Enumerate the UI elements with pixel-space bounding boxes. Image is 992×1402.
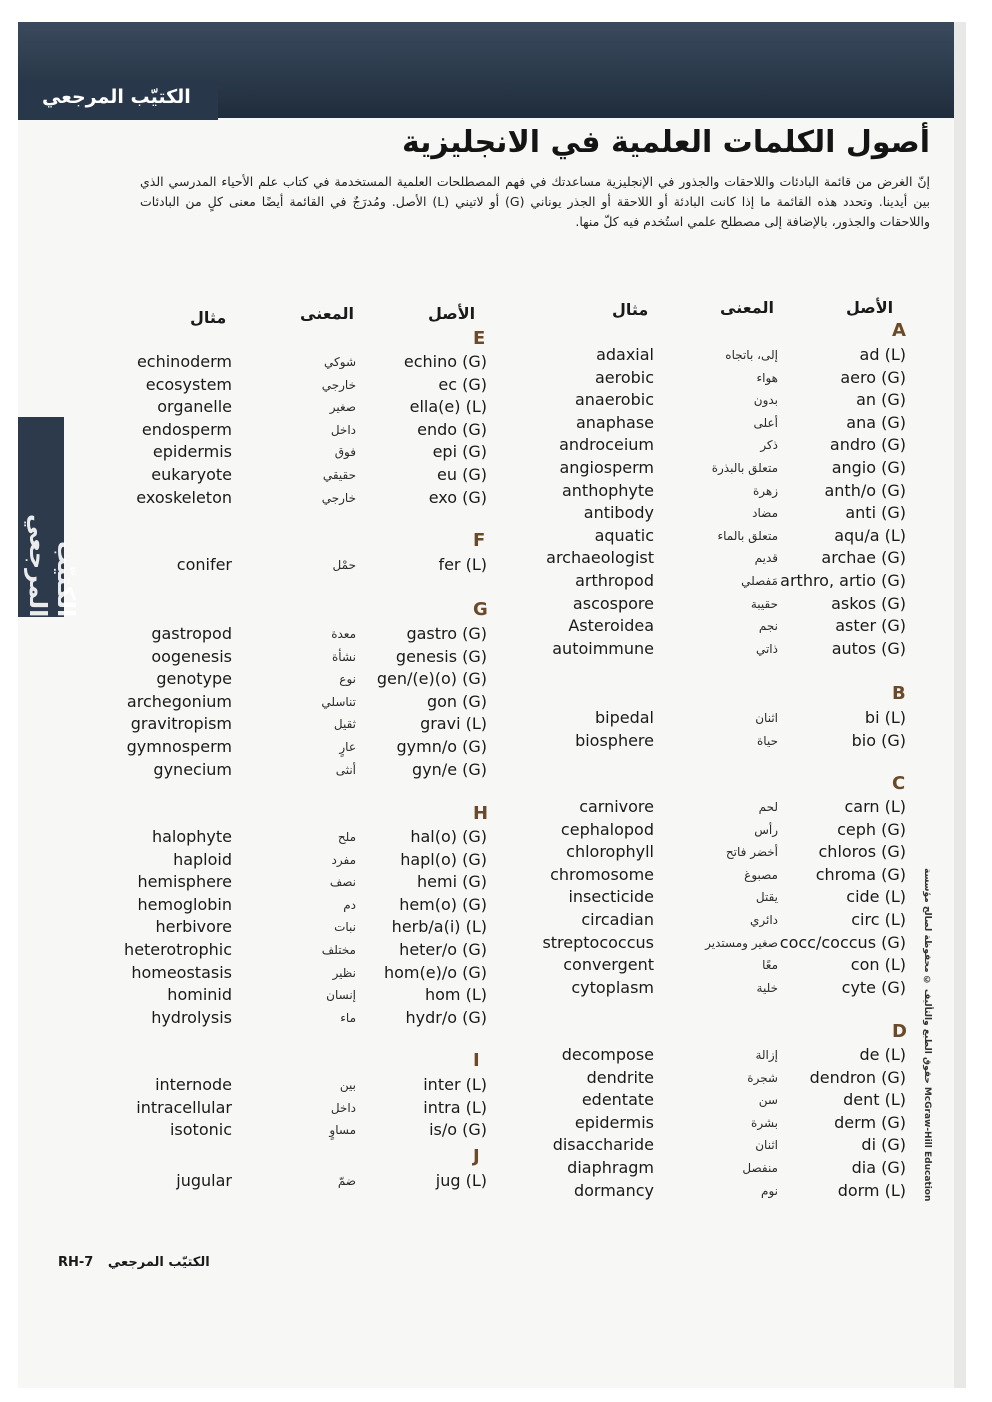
entry-example: chromosome: [550, 864, 654, 884]
footer-label: الكتيّب المرجعي: [107, 1255, 210, 1270]
entry-meaning: بين: [339, 1078, 356, 1092]
section-letter: B: [892, 683, 906, 704]
entry-root: ec (G): [438, 374, 487, 394]
side-tab-label: الكتيّب المرجعي: [24, 513, 80, 617]
entry-root: gastro (G): [406, 624, 487, 643]
entry-meaning: ذاتي: [755, 641, 778, 656]
entry-example: organelle: [157, 397, 232, 417]
header-example-left: مثال: [190, 308, 227, 327]
section-letter: D: [892, 1021, 907, 1042]
entry-meaning: نوع: [339, 672, 356, 687]
entry-example: adaxial: [596, 345, 654, 364]
entry-example: ecosystem: [145, 374, 232, 394]
entry-meaning: متعلق بالبذرة: [711, 461, 778, 475]
entry-meaning: شوكي: [324, 355, 356, 369]
entry-root: hapl(o) (G): [400, 849, 487, 869]
entry-meaning: لحم: [758, 800, 778, 814]
entry-example: disaccharide: [552, 1135, 654, 1155]
entry-meaning: تناسلي: [321, 694, 356, 709]
entry-example: epidermis: [574, 1112, 654, 1132]
header-meaning-right: المعنى: [720, 298, 774, 317]
entry-root: echino (G): [403, 352, 487, 371]
entry-meaning: نصف: [329, 875, 356, 890]
entry-root: hem(o) (G): [399, 894, 487, 914]
entry-example: halophyte: [151, 827, 232, 846]
entry-meaning: صغير: [329, 400, 356, 415]
entry-root: carn (L): [844, 797, 906, 816]
entry-root: autos (G): [831, 638, 906, 658]
entry-meaning: أنثى: [335, 762, 356, 777]
entry-meaning: اثنان: [755, 1138, 778, 1153]
entry-root: bio (G): [851, 730, 906, 750]
entry-example: bipedal: [594, 708, 654, 727]
entry-root: derm (G): [834, 1112, 906, 1132]
entry-meaning: فوق: [334, 445, 356, 460]
entry-root: inter (L): [423, 1075, 487, 1094]
entry-root: ella(e) (L): [409, 397, 487, 417]
entry-root: fer (L): [438, 555, 487, 574]
page-edge: [954, 22, 966, 1388]
entry-meaning: اثنان: [755, 711, 778, 725]
entry-root: anth/o (G): [824, 480, 906, 500]
entry-example: homeostasis: [131, 962, 232, 982]
entry-root: angio (G): [831, 458, 906, 477]
entry-meaning: حقيبة: [750, 596, 778, 611]
entry-root: cocc/coccus (G): [779, 932, 906, 952]
entry-example: gravitropism: [130, 714, 232, 734]
entry-root: de (L): [859, 1045, 906, 1064]
banner-label-box: [18, 80, 218, 120]
entry-root: jug (L): [435, 1171, 487, 1190]
entry-meaning: يقتل: [755, 890, 778, 905]
entry-meaning: أعلى: [753, 415, 778, 430]
entry-example: decompose: [561, 1045, 654, 1064]
entry-root: dendron (G): [809, 1067, 906, 1087]
entry-meaning: صغير ومستدير: [705, 935, 778, 950]
section-letter: A: [892, 320, 906, 341]
entry-meaning: مفرد: [331, 852, 356, 867]
entry-example: genotype: [156, 669, 232, 689]
entry-example: angiosperm: [559, 458, 654, 477]
entry-example: androceium: [559, 435, 654, 455]
entry-root: eu (G): [437, 465, 487, 484]
entry-example: haploid: [173, 849, 232, 869]
entry-root: cide (L): [846, 887, 906, 907]
header-origin-left: الأصل: [428, 304, 476, 323]
entry-example: anaphase: [575, 412, 654, 432]
entry-root: gyn/e (G): [412, 759, 487, 779]
entry-root: archae (G): [821, 548, 906, 568]
entry-example: jugular: [176, 1171, 232, 1190]
entry-example: diaphragm: [567, 1158, 654, 1177]
entry-root: is/o (G): [429, 1120, 487, 1140]
entry-example: gynecium: [153, 759, 232, 779]
entry-example: intracellular: [136, 1097, 232, 1117]
section-letter: F: [473, 530, 486, 551]
entry-meaning: ملح: [337, 830, 356, 844]
entry-example: circadian: [581, 910, 654, 929]
entry-meaning: ذكر: [760, 438, 778, 453]
entry-meaning: بشرة: [751, 1115, 778, 1130]
entry-root: genesis (G): [395, 646, 487, 666]
entry-meaning: مَفصلي: [741, 574, 778, 588]
entry-example: eukaryote: [151, 465, 232, 484]
section-letter: H: [473, 803, 489, 824]
entry-meaning: زهرة: [752, 483, 778, 498]
entry-root: an (G): [856, 390, 906, 410]
entry-meaning: ماء: [340, 1010, 356, 1025]
entry-meaning: داخل: [330, 422, 356, 437]
entry-root: exo (G): [428, 487, 487, 507]
entry-example: hemisphere: [137, 872, 232, 892]
entry-meaning: مصبوغ: [744, 867, 778, 882]
entry-example: herbivore: [155, 917, 232, 937]
entry-root: herb/a(i) (L): [391, 917, 487, 937]
entry-root: chloros (G): [818, 842, 906, 862]
entry-root: chroma (G): [815, 864, 906, 884]
entry-root: anti (G): [845, 503, 906, 523]
entry-example: hydrolysis: [151, 1007, 232, 1027]
entry-meaning: حقيقي: [322, 468, 356, 482]
entry-root: heter/o (G): [399, 940, 487, 959]
entry-root: gen/(e)(o) (G): [376, 669, 487, 689]
entry-example: aquatic: [594, 525, 654, 545]
entry-meaning: حياة: [757, 733, 778, 748]
entry-example: chlorophyll: [566, 842, 654, 862]
entry-root: andro (G): [829, 435, 906, 455]
header-example-right: مثال: [612, 300, 649, 319]
entry-root: ana (G): [846, 412, 906, 432]
entry-root: arthro, artio (G): [780, 571, 906, 590]
entry-meaning: مساوٍ: [329, 1123, 356, 1138]
section-letter: C: [892, 773, 906, 794]
entry-meaning: رأس: [754, 822, 778, 837]
entry-example: carnivore: [579, 797, 654, 816]
entry-meaning: إلى، باتجاه: [725, 348, 778, 362]
entry-example: dendrite: [586, 1067, 654, 1087]
entry-meaning: نبات: [334, 920, 356, 935]
entry-root: epi (G): [432, 442, 487, 462]
entry-example: autoimmune: [552, 638, 654, 658]
entry-meaning: خارجي: [321, 377, 356, 392]
entry-meaning: معًا: [762, 958, 778, 973]
entry-example: Asteroidea: [568, 616, 654, 636]
entry-example: endosperm: [141, 419, 232, 439]
entry-example: streptococcus: [542, 932, 654, 952]
entry-root: con (L): [850, 955, 906, 975]
entry-meaning: نشأة: [332, 649, 356, 664]
entry-example: epidermis: [152, 442, 232, 462]
entry-example: heterotrophic: [124, 940, 232, 959]
entry-meaning: بدون: [753, 393, 778, 408]
entry-root: aero (G): [840, 367, 906, 387]
entry-example: aerobic: [594, 367, 654, 387]
entry-root: gravi (L): [420, 714, 487, 734]
entry-root: dorm (L): [837, 1180, 906, 1200]
entry-example: cephalopod: [560, 819, 654, 839]
entry-meaning: قديم: [754, 551, 778, 566]
entry-meaning: نجم: [758, 619, 778, 634]
entry-meaning: شجرة: [747, 1070, 778, 1085]
entry-meaning: ضمّ: [337, 1174, 356, 1188]
entry-meaning: خلية: [756, 980, 778, 995]
entry-meaning: دائري: [749, 913, 778, 927]
section-letter: J: [473, 1146, 480, 1167]
entry-root: bi (L): [864, 708, 906, 727]
entry-example: convergent: [563, 955, 654, 975]
entry-example: anthophyte: [561, 480, 654, 500]
entry-meaning: سن: [758, 1093, 778, 1108]
section-letter: G: [473, 599, 488, 620]
entry-example: conifer: [176, 555, 232, 574]
entry-meaning: ثقيل: [333, 717, 356, 732]
entry-root: dia (G): [851, 1158, 906, 1177]
header-meaning-left: المعنى: [300, 304, 354, 323]
entry-root: hal(o) (G): [410, 827, 487, 846]
banner-label: الكتيّب المرجعي: [42, 86, 191, 108]
page-number: RH-7: [58, 1255, 94, 1270]
page-title: أصول الكلمات العلمية في الانجليزية: [401, 125, 930, 160]
entry-example: insecticide: [568, 887, 654, 907]
entry-root: hydr/o (G): [405, 1007, 487, 1027]
entry-example: oogenesis: [151, 646, 232, 666]
entry-example: gastropod: [151, 624, 232, 643]
entry-meaning: حمْل: [332, 558, 356, 572]
entry-meaning: إزالة: [755, 1048, 778, 1062]
header-origin-right: الأصل: [846, 298, 894, 317]
entry-root: askos (G): [831, 593, 906, 613]
entry-example: cytoplasm: [571, 977, 654, 997]
entry-example: archegonium: [126, 691, 232, 711]
entry-root: hemi (G): [417, 872, 487, 892]
entry-root: di (G): [861, 1135, 906, 1155]
entry-example: exoskeleton: [136, 487, 232, 507]
entry-root: gymn/o (G): [396, 737, 487, 756]
entry-example: anaerobic: [574, 390, 654, 410]
entry-meaning: هواء: [756, 370, 778, 385]
section-letter: I: [473, 1050, 480, 1071]
entry-example: hemoglobin: [137, 894, 232, 914]
entry-root: gon (G): [426, 691, 487, 711]
entry-example: archaeologist: [546, 548, 654, 568]
entry-meaning: داخل: [330, 1100, 356, 1115]
entry-root: hom(e)/o (G): [384, 962, 487, 982]
entry-example: arthropod: [575, 571, 654, 590]
entry-meaning: معدة: [331, 627, 356, 641]
entry-root: aqu/a (L): [834, 525, 906, 545]
entry-meaning: دم: [343, 897, 356, 912]
entry-meaning: عارٍ: [339, 740, 356, 754]
entry-example: echinoderm: [136, 352, 232, 371]
entry-root: ceph (G): [837, 819, 906, 839]
entry-example: ascospore: [572, 593, 654, 613]
entry-example: dormancy: [573, 1180, 654, 1200]
entry-example: edentate: [581, 1090, 654, 1110]
intro-paragraph: إنّ الغرض من قائمة البادئات واللاحقات والجذور في الإنجليزية مساعدتك في فهم المصطلحات العلمية المستخدمة في كتاب علم الأحياء المدرسي الذي بين أيدينا. وتحدد هذه القائمة ما إذا كانت البادئة أو اللاحقة أو الجذر يوناني (G) أو لاتيني (L) الأصل. ومُدرَجٌ في القائمة أيضًا معنى كلٍ من البادئات واللاحقات والجذور، بالإضافة إلى مصطلح علمي استُخدم فيه كلّ منها.: [140, 174, 930, 229]
entry-root: endo (G): [417, 419, 487, 439]
entry-example: isotonic: [169, 1120, 232, 1140]
entry-root: hom (L): [425, 985, 487, 1005]
entry-meaning: متعلق بالماء: [717, 528, 778, 543]
section-letter: E: [473, 328, 486, 349]
entry-meaning: مضاد: [752, 506, 778, 521]
entry-root: dent (L): [843, 1090, 906, 1110]
entry-root: cyte (G): [841, 977, 906, 997]
entry-example: internode: [155, 1075, 232, 1094]
footer: [58, 1255, 210, 1270]
entry-meaning: مختلف: [321, 943, 356, 957]
side-copyright: حقوق الطبع والتأليف © محفوظة لصالح مؤسسة McGraw-Hill Education: [922, 868, 932, 1202]
entry-example: hominid: [167, 985, 232, 1005]
entry-meaning: منفصل: [742, 1161, 778, 1175]
entry-meaning: أخضر فاتح: [725, 845, 778, 860]
entry-example: gymnosperm: [126, 737, 232, 756]
entry-meaning: إنسان: [326, 988, 356, 1003]
entry-root: aster (G): [835, 616, 906, 636]
entry-meaning: نوم: [761, 1183, 778, 1198]
entry-root: circ (L): [851, 910, 906, 929]
entry-example: biosphere: [575, 730, 654, 750]
entry-meaning: خارجي: [321, 490, 356, 505]
entry-example: antibody: [583, 503, 654, 523]
entry-root: ad (L): [859, 345, 906, 364]
entry-root: intra (L): [423, 1097, 487, 1117]
entry-meaning: نظير: [332, 965, 356, 980]
